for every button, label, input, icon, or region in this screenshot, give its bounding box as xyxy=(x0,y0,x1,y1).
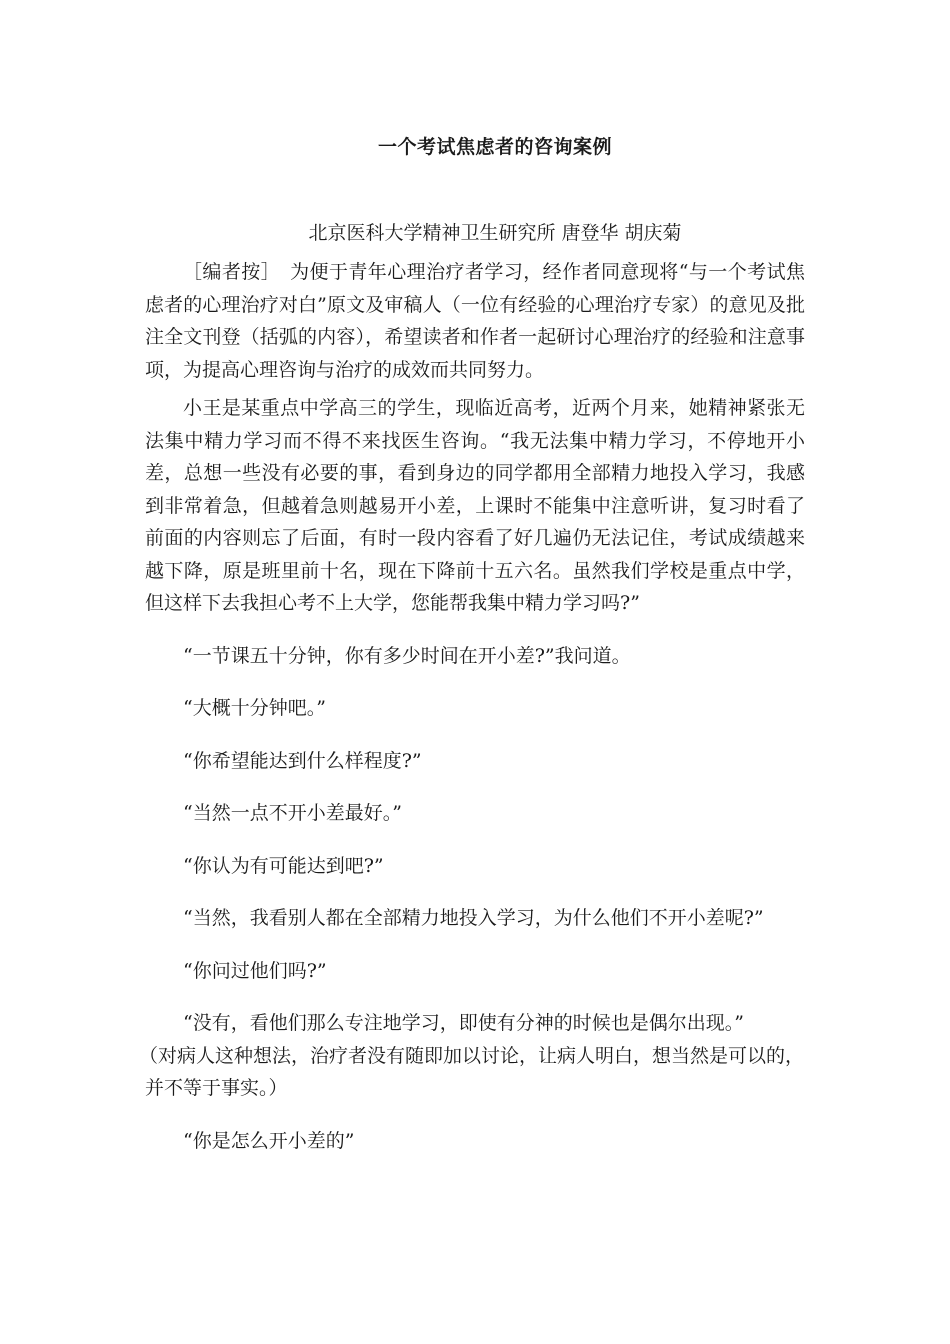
reviewer-note: （对病人这种想法，治疗者没有随即加以讨论，让病人明白，想当然是可以的，并不等于事实。） xyxy=(139,1044,805,1099)
dialogue-line: “一节课五十分钟，你有多少时间在开小差?”我问道。 xyxy=(183,644,631,667)
dialogue-line-last: “你是怎么开小差的” xyxy=(183,1129,355,1152)
dialogue-line: “没有，看他们那么专注地学习，即使有分神的时候也是偶尔出现。” xyxy=(183,1012,744,1034)
dialogue-line: “你问过他们吗?” xyxy=(183,959,327,982)
case-intro-paragraph: 小王是某重点中学高三的学生，现临近高考，近两个月来，她精神紧张无法集中精力学习而不得不来找医生咨询。“我无法集中精力学习，不停地开小差，总想一些没有必要的事，看到身边的同学都用全部精力地投入学习，我感到非常着急，但越着急则越易开小差，上课时不能集中注意听讲，复习时看了前面的内容则忘了后面，有时一段内容看了好几遍仍无法记住，考试成绩越来越下降，原是班里前十名，现在下降前十五六名。虽然我们学校是重点中学，但这样下去我担心考不上大学，您能帮我集中精力学习吗?” xyxy=(145,397,805,614)
dialogue-line: “当然一点不开小差最好。” xyxy=(183,802,402,824)
dialogue-line: “大概十分钟吧。” xyxy=(183,697,326,719)
author-line: 北京医科大学精神卫生研究所 唐登华 胡庆菊 xyxy=(308,222,682,244)
dialogue-line: “当然，我看别人都在全部精力地投入学习，为什么他们不开小差呢?” xyxy=(183,907,764,929)
document-body xyxy=(139,256,805,1177)
dialogue-line: “你认为有可能达到吧?” xyxy=(183,854,384,877)
dialogue-line: “你希望能达到什么样程度?” xyxy=(183,749,422,772)
editor-note-paragraph: ［编者按］ 为便于青年心理治疗者学习，经作者同意现将“与一个考试焦虑者的心理治疗对白”原文及审稿人（一位有经验的心理治疗专家）的意见及批注全文刊登（括弧的内容），希望读者和作者一起研讨心理治疗的经验和注意事项，为提高心理咨询与治疗的成效而共同努力。 xyxy=(145,261,805,381)
document-title: 一个考试焦虑者的咨询案例 xyxy=(377,136,612,158)
